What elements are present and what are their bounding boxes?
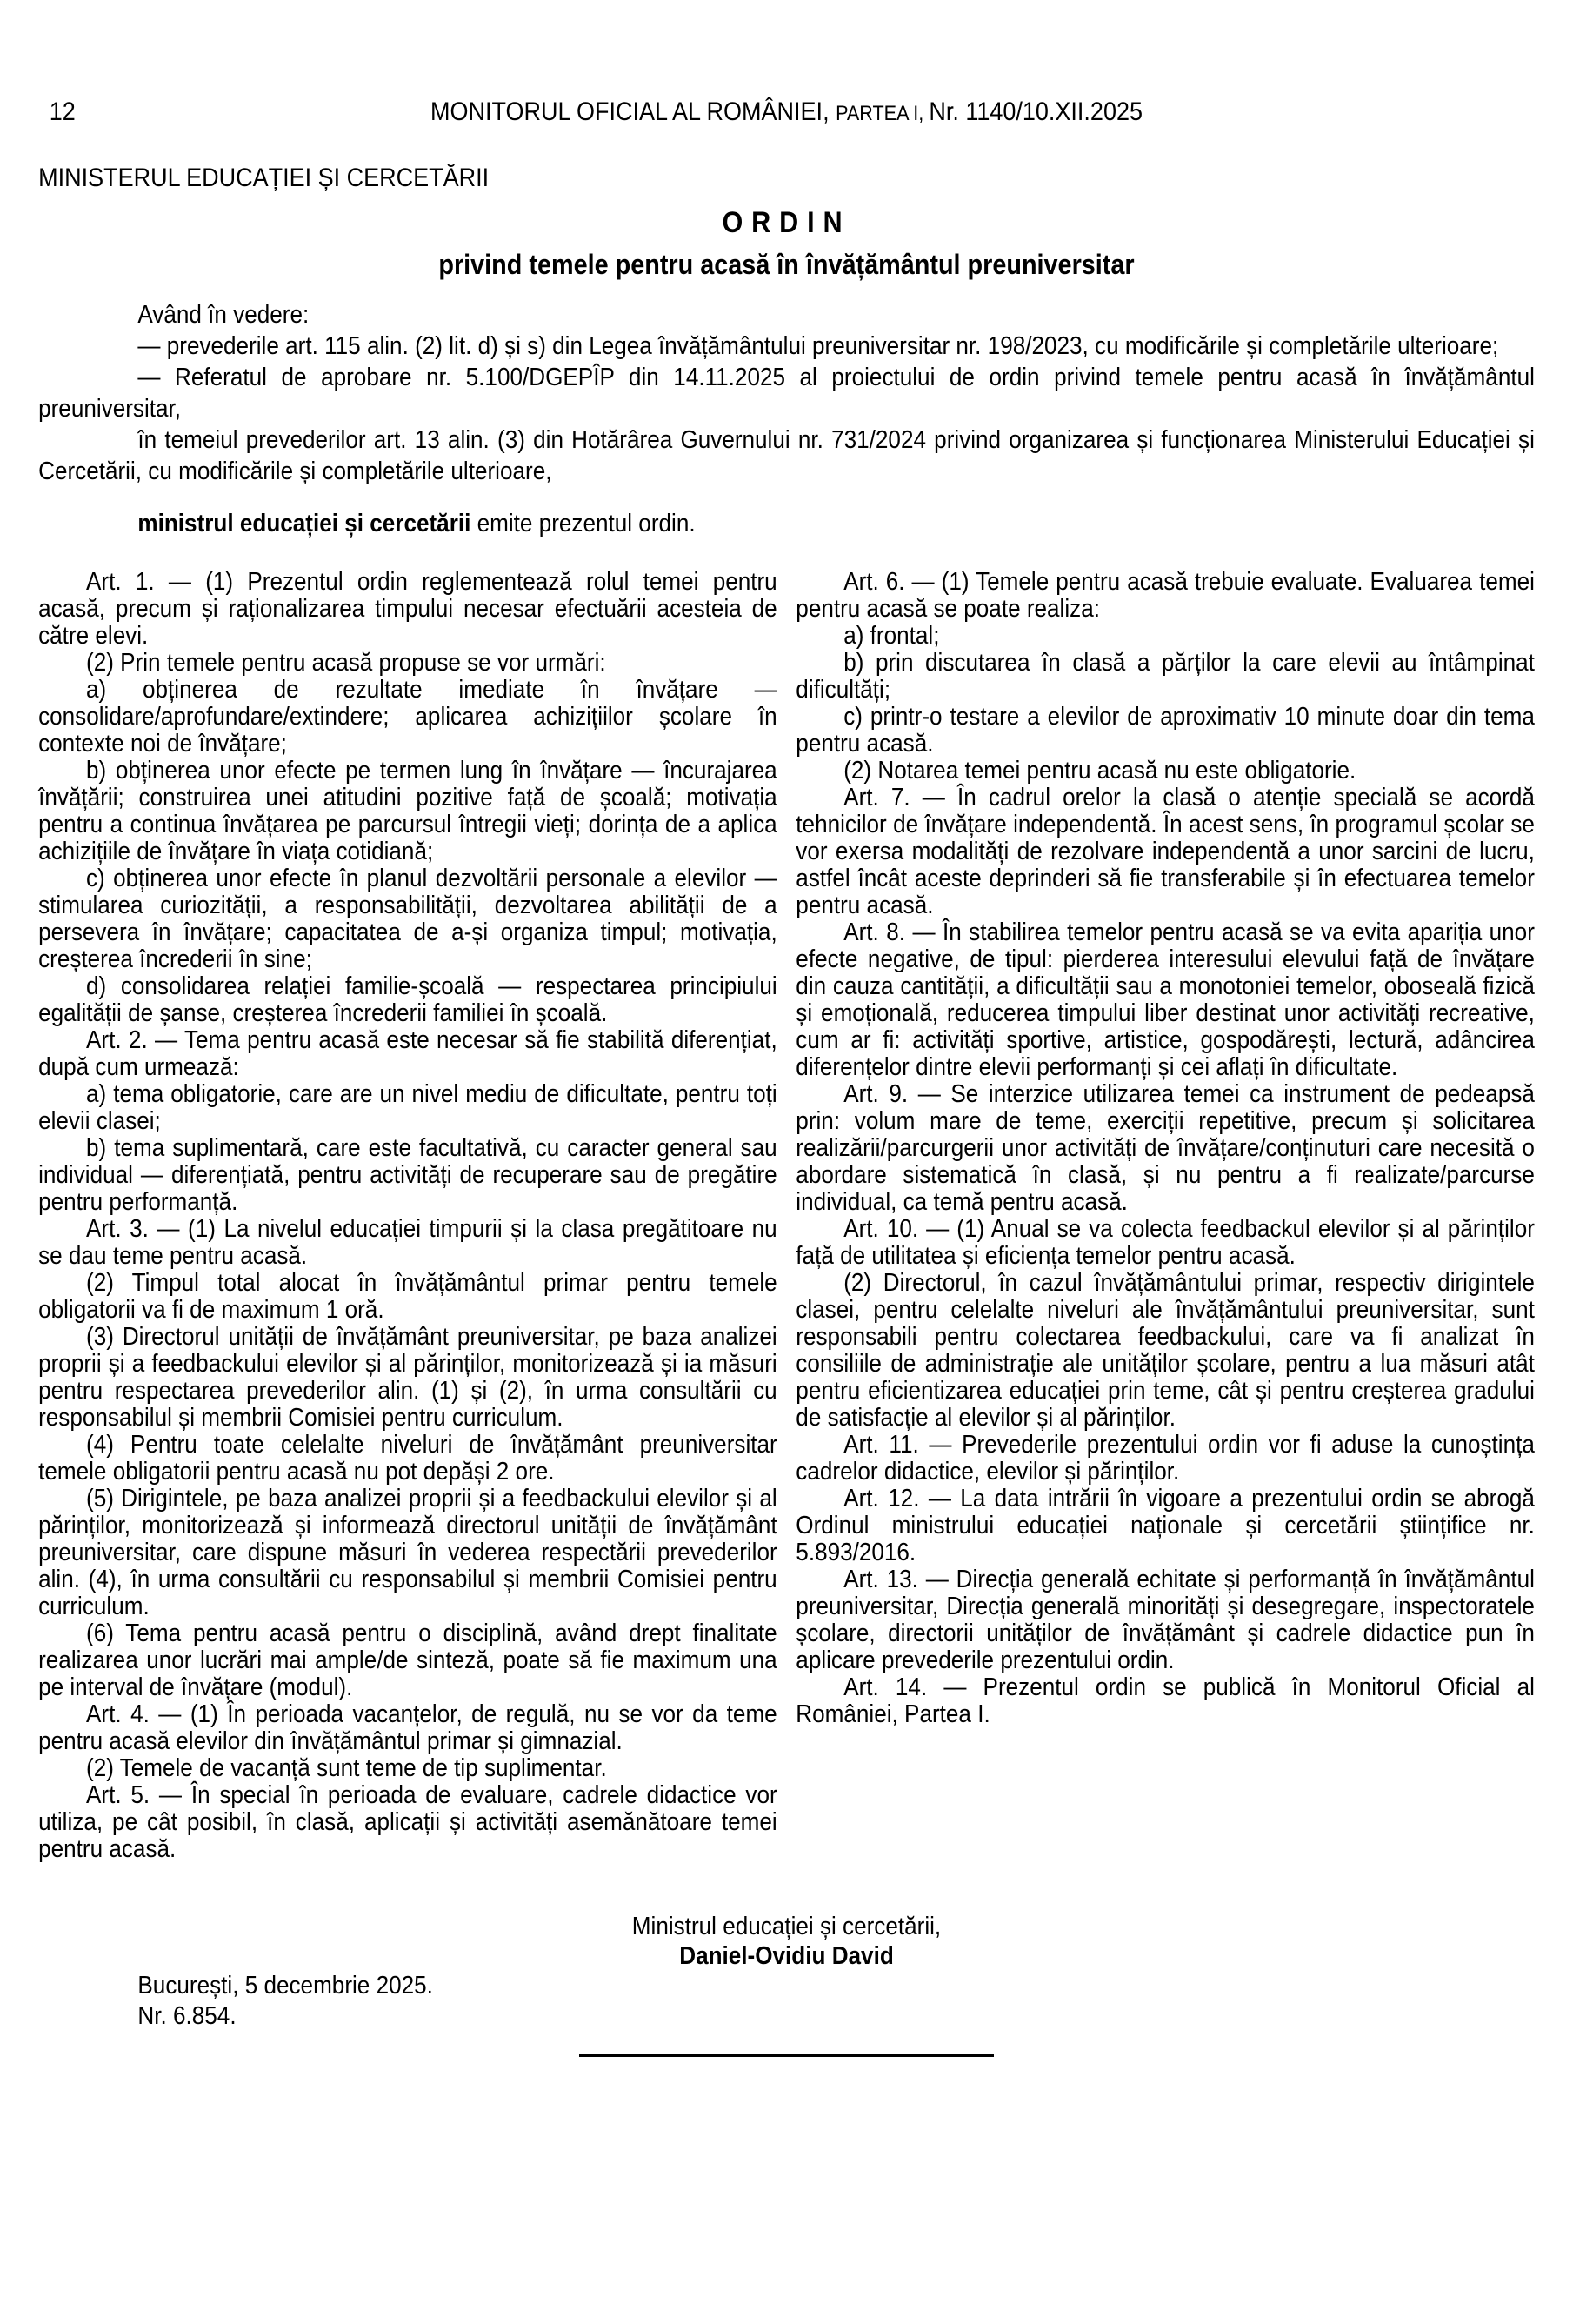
article-paragraph: Art. 11. — Prevederile prezentului ordin vor fi aduse la cunoștința cadrelor didactice, elevilor și părinților. [796,1431,1535,1486]
article-paragraph: (2) Timpul total alocat în învățământul primar pentru temele obligatorii va fi de maximum 1 oră. [38,1269,777,1324]
issue-details [137,1971,1534,2032]
page-number: 12 [49,97,76,126]
legal-basis: în temeiul prevederilor art. 13 alin. (3) din Hotărârea Guvernului nr. 731/2024 privind organizarea și funcționarea Ministerului Educației și Cercetării, cu modificările și completările ulterioare, [38,426,1535,485]
article-paragraph: Art. 4. — (1) În perioada vacanțelor, de regulă, nu se vor da teme pentru acasă elevilor din învățământul primar și gimnazial. [38,1700,777,1755]
article-paragraph: Art. 12. — La data intrării în vigoare a prezentului ordin se abrogă Ordinul ministrului educației naționale și cercetării științifice nr. 5.893/2016. [796,1485,1535,1566]
article-paragraph: (2) Temele de vacanță sunt teme de tip suplimentar. [86,1754,607,1782]
article-paragraph: Art. 8. — În stabilirea temelor pentru acasă se va evita apariția unor efecte negative, de tipul: pierderea interesului elevului față de învățare din cauza cantității, a dificultății sau a monotoniei temelor, oboseală fizică și emoțională, reducerea timpului liber destinat unor activități recreative, cum ar fi: activități sportive, artistice, gospodărești, lectură, adâncirea diferențelor dintre elevii performanți și cei aflați în dificultate. [796,918,1535,1081]
article-paragraph: (6) Tema pentru acasă pentru o disciplină, având drept finalitate realizarea unor lucrări mai ample/de sinteză, poate să fie maximum una pe interval de învățare (modul). [38,1619,777,1701]
articles-left-column [38,569,777,1863]
preamble-item: — prevederile art. 115 alin. (2) lit. d) și s) din Legea învățământului preuniversitar nr. 198/2023, cu modificările și completările ulterioare; [137,332,1499,360]
signature-block [38,1912,1535,1971]
article-paragraph: Art. 9. — Se interzice utilizarea temei ca instrument de pedeapsă prin: volum mare de teme, exerciții repetitive, precum și solicitarea realizării/parcurgerii unor activități de învățare/conținuturi care necesită o abordare sistematică în clasă, și nu pentru a fi realizate/parcurse individual, ca temă pentru acasă. [796,1080,1535,1216]
journal-title: MONITORUL OFICIAL AL ROMÂNIEI, [430,97,836,126]
journal-issue: Nr. 1140/10.XII.2025 [929,97,1143,126]
article-paragraph: a) tema obligatorie, care are un nivel mediu de dificultate, pentru toți elevii clasei; [38,1080,777,1135]
article-paragraph: c) printr-o testare a elevilor de aproximativ 10 minute doar din tema pentru acasă. [796,703,1535,758]
preamble [38,299,1535,487]
order-subtitle: privind temele pentru acasă în învățământul preuniversitar [438,249,1135,280]
article-paragraph: (5) Dirigintele, pe baza analizei proprii și a feedbackului elevilor și al părinților, monitorizează și informează directorul unității de învățământ preuniversitar, care dispune măsuri în vederea respectării prevederilor alin. (4), în urma consultării cu responsabilul și membrii Comisiei pentru curriculum. [38,1485,777,1620]
document-sheet [0,97,1573,2057]
article-paragraph: Art. 14. — Prezentul ordin se publică în Monitorul Oficial al României, Partea I. [796,1673,1535,1728]
article-paragraph: b) prin discutarea în clasă a părților la care elevii au întâmpinat dificultăți; [796,649,1535,704]
order-heading: ORDIN [722,206,851,239]
separator-line [579,2054,994,2057]
articles-right-column [796,569,1535,1863]
article-paragraph: (2) Prin temele pentru acasă propuse se vor urmări: [86,649,606,677]
article-paragraph: Art. 1. — (1) Prezentul ordin reglementează rolul temei pentru acasă, precum și raționalizarea timpului necesar efectuării acesteia de către elevi. [38,568,777,650]
article-paragraph: a) obținerea de rezultate imediate în învățare — consolidare/aprofundare/extindere; aplicarea achizițiilor școlare în contexte noi de învățare; [38,676,777,758]
enactment-rest: emite prezentul ordin. [470,510,696,538]
article-paragraph: Art. 6. — (1) Temele pentru acasă trebuie evaluate. Evaluarea temei pentru acasă se poate realiza: [796,568,1535,623]
article-paragraph: Art. 13. — Direcția generală echitate și performanță în învățământul preuniversitar, Direcția generală minorități și desegregare, inspectoratele școlare, directorii unităților de învățământ și cadrele didactice pun în aplicare prevederile prezentului ordin. [796,1566,1535,1674]
article-paragraph: c) obținerea unor efecte în planul dezvoltării personale a elevilor — stimularea curiozității, a responsabilității, dezvoltarea abilității de a persevera în învățare; capacitatea de a-și organiza timpul; motivația, creșterea încrederii în sine; [38,865,777,973]
enactment-line [38,508,1535,539]
signature-name: Daniel-Ovidiu David [679,1942,894,1970]
article-paragraph: b) obținerea unor efecte pe termen lung în învățare — încurajarea învățării; construirea unei atitudini pozitive față de școală; motivația pentru a continua învățarea pe parcursul întregii vieți; dorința de a aplica achizițiile de învățare în viața cotidiană; [38,757,777,865]
preamble-intro: Având în vedere: [137,301,310,329]
article-paragraph: d) consolidarea relației familie-școală — respectarea principiului egalității de șanse, creșterea încrederii familiei în școală. [38,972,777,1027]
article-paragraph: (4) Pentru toate celelalte niveluri de învățământ preuniversitar temele obligatorii pentru acasă nu pot depăși 2 ore. [38,1431,777,1486]
signature-role: Ministrul educației și cercetării, [631,1913,942,1940]
gazette-page [0,97,1573,2324]
article-paragraph: a) frontal; [843,622,940,650]
article-paragraph: (2) Notarea temei pentru acasă nu este obligatorie. [843,757,1356,785]
enactment-minister: ministrul educației și cercetării [137,510,471,538]
issue-place-date: București, 5 decembrie 2025. [137,1972,433,2000]
article-paragraph: Art. 5. — În special în perioada de evaluare, cadrele didactice vor utiliza, pe cât posibil, în clasă, aplicații și activități asemănătoare temei pentru acasă. [38,1781,777,1863]
preamble-item: — Referatul de aprobare nr. 5.100/DGEPÎP din 14.11.2025 al proiectului de ordin privind temele pentru acasă în învățământul preuniversitar, [38,364,1535,423]
article-paragraph: (2) Directorul, în cazul învățământului primar, respectiv dirigintele clasei, pentru celelalte niveluri ale învățământului preuniversitar, sunt responsabili pentru colectarea feedbackului, care va fi analizat în consiliile de administrație ale unităților școlare, pentru a lua măsuri atât pentru eficientizarea educației prin teme, cât și pentru creșterea gradului de satisfacție al elevilor și al părinților. [796,1269,1535,1432]
page-header [38,97,1535,129]
articles-body [38,569,1535,1863]
article-paragraph: b) tema suplimentară, care este facultativă, cu caracter general sau individual — diferențiată, pentru activități de recuperare sau de pregătire pentru performanță. [38,1134,777,1216]
order-number: Nr. 6.854. [137,2002,237,2030]
article-paragraph: Art. 3. — (1) La nivelul educației timpurii și la clasa pregătitoare nu se dau teme pentru acasă. [38,1215,777,1270]
ministry-name: MINISTERUL EDUCAȚIEI ȘI CERCETĂRII [38,164,490,192]
preamble-items [38,331,1535,424]
article-paragraph: Art. 2. — Tema pentru acasă este necesar să fie stabilită diferențiat, după cum urmează: [38,1026,777,1081]
article-paragraph: Art. 7. — În cadrul orelor la clasă o atenție specială se acordă tehnicilor de învățare independentă. În acest sens, în programul școlar se vor exersa modalități de rezolvare independentă a unor sarcini de lucru, astfel încât aceste deprinderi să fie transferabile și în efectuarea temelor pentru acasă. [796,784,1535,919]
article-paragraph: (3) Directorul unității de învățământ preuniversitar, pe baza analizei proprii și a feedbackului elevilor și al părinților, monitorizează și ia măsuri pentru respectarea prevederilor alin. (1) și (2), în urma consultării cu responsabilul și membrii Comisiei pentru curriculum. [38,1323,777,1432]
journal-part: PARTEA I, [836,102,930,125]
article-paragraph: Art. 10. — (1) Anual se va colecta feedbackul elevilor și al părinților față de utilitatea și eficiența temelor pentru acasă. [796,1215,1535,1270]
